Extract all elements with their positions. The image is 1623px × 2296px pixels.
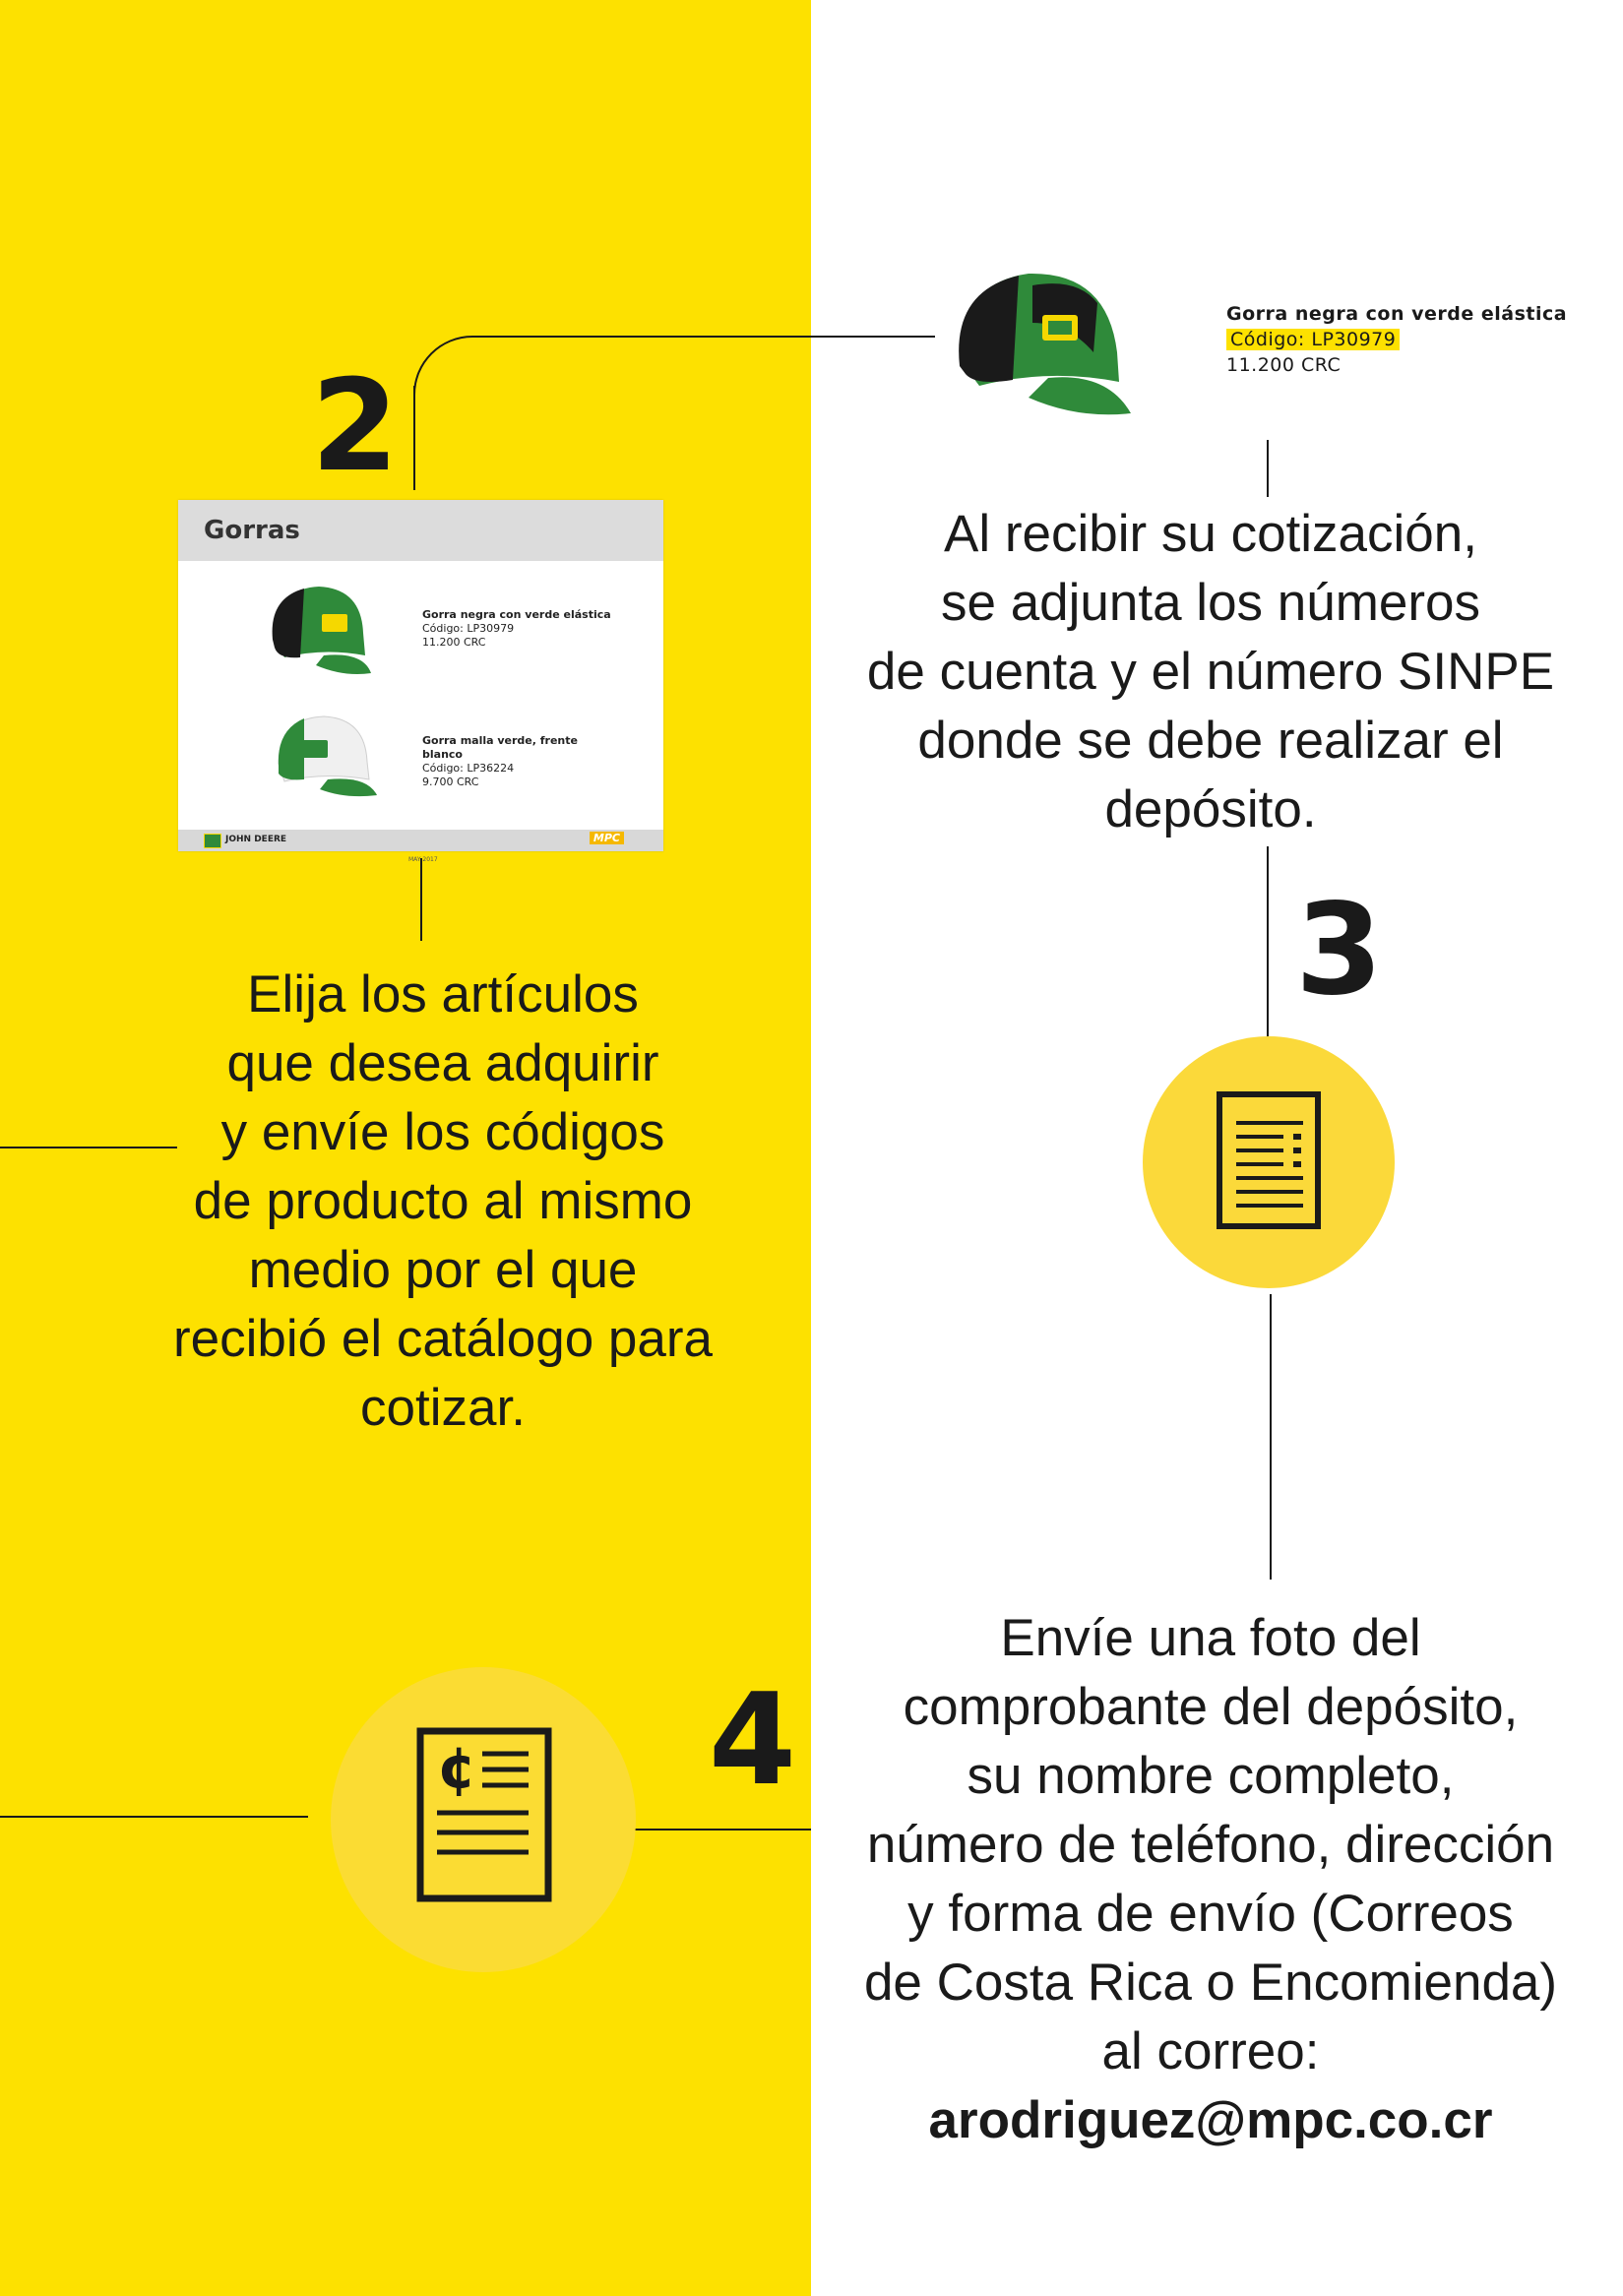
step3-text: Al recibir su cotización, se adjunta los números de cuenta y el número SINPE donde se debe realizar el depósito. — [866, 505, 1555, 838]
product-name: Gorra negra con verde elástica — [1226, 303, 1568, 325]
john-deere-cap-icon — [950, 264, 1137, 421]
connector-line — [634, 1829, 811, 1831]
step-number-2: 2 — [311, 353, 400, 500]
step4-text: Envíe una foto del comprobante del depósito, su nombre completo, número de teléfono, dirección y forma de envío (Correos de Costa Rica o Encomienda) al correo: arodriguez@mpc.co.cr — [817, 1604, 1604, 2155]
document-list-icon — [1215, 1089, 1323, 1231]
catalog-item1-text: Gorra negra con verde elástica Código: LP30979 11.200 CRC — [422, 608, 611, 649]
connector-line — [1267, 440, 1269, 497]
step-number-3: 3 — [1295, 877, 1384, 1024]
mpc-logo: MPC — [590, 832, 624, 844]
connector-line — [0, 1816, 308, 1818]
connector-line — [1267, 846, 1269, 1039]
catalog-footer — [178, 830, 663, 851]
product-price: 11.200 CRC — [1226, 354, 1342, 376]
connector-line — [420, 858, 422, 941]
cap-icon — [265, 711, 379, 799]
catalog-date: MAY 2017 — [408, 856, 438, 863]
catalog-item2-text: Gorra malla verde, frente blanco Código: LP36224 9.700 CRC — [422, 734, 578, 788]
connector-line — [1270, 1294, 1272, 1580]
invoice-circle — [331, 1667, 636, 1972]
catalog-title: Gorras — [204, 516, 300, 545]
contact-email[interactable]: arodriguez@mpc.co.cr — [928, 2091, 1493, 2149]
step2-text: Elija los artículos que desea adquirir y envíe los códigos de producto al mismo medio por el que recibió el catálogo para cotizar. — [172, 965, 713, 1437]
catalog-thumbnail — [178, 500, 663, 863]
deer-logo-icon — [204, 834, 221, 848]
connector-line — [490, 336, 935, 338]
cap-icon — [265, 579, 373, 681]
colon-invoice-icon — [415, 1726, 553, 1903]
product-code: Código: LP30979 — [1226, 329, 1400, 350]
svg-text:¢: ¢ — [437, 1734, 477, 1801]
catalog-footer-brand: JOHN DEERE — [225, 835, 287, 844]
product-detail — [1226, 301, 1567, 378]
document-circle — [1143, 1036, 1395, 1288]
step-number-4: 4 — [709, 1667, 797, 1814]
